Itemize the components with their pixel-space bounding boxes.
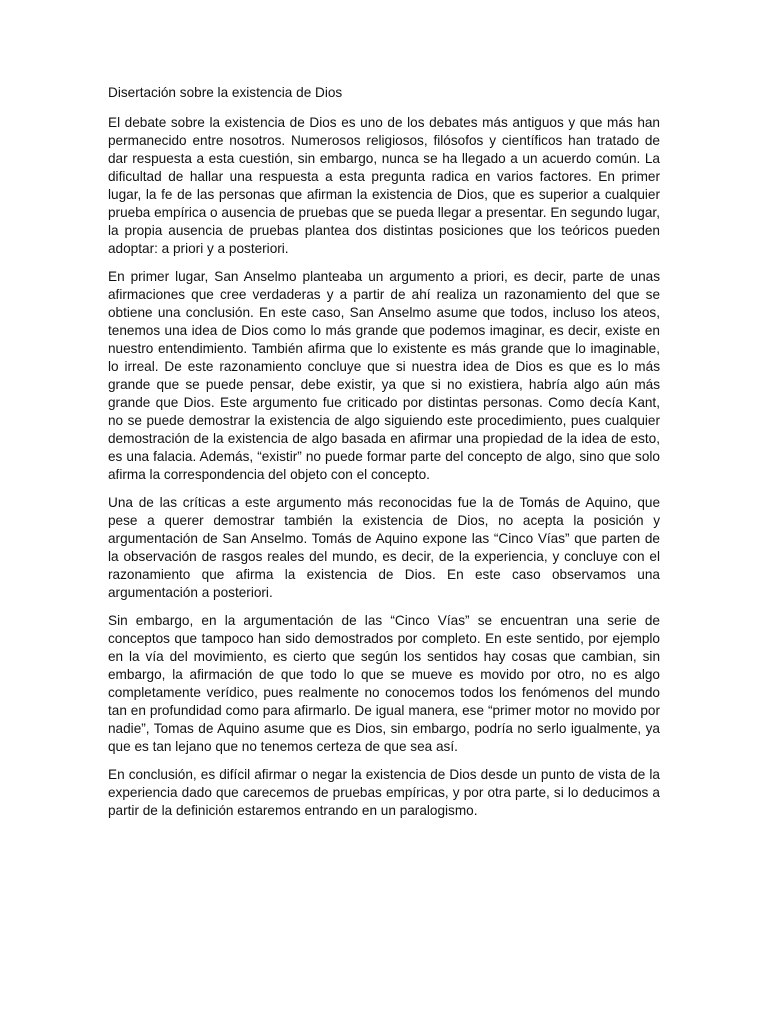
paragraph-cinco-vias: Sin embargo, en la argumentación de las “Cinco Vías” se encuentran una serie de conceptos que tampoco han sido demostrados por completo. En este sentido, por ejemplo en la vía del movimiento, es cierto que según los sentidos hay cosas que cambian, sin embargo, la afirmación de que todo lo que se mueve es movido por otro, no es algo completamente verídico, pues realmente no conocemos todos los fenómenos del mundo tan en profundidad como para afirmarlo. De igual manera, ese “primer motor no movido por nadie”, Tomas de Aquino asume que es Dios, sin embargo, podría no serlo igualmente, ya que es tan lejano que no tenemos certeza de que sea así.	[108, 613, 660, 754]
paragraph-introduction: El debate sobre la existencia de Dios es uno de los debates más antiguos y que más han permanecido entre nosotros. Numerosos religiosos, filósofos y científicos han tratado de dar respuesta a esta cuestión, sin embargo, nunca se ha llegado a un acuerdo común. La dificultad de hallar una respuesta a esta pregunta radica en varios factores. En primer lugar, la fe de las personas que afirman la existencia de Dios, que es superior a cualquier prueba empírica o ausencia de pruebas que se pueda llegar a presentar. En segundo lugar, la propia ausencia de pruebas plantea dos distintas posiciones que los teóricos pueden adoptar: a priori y a posteriori.	[108, 115, 660, 256]
paragraph-anselmo: En primer lugar, San Anselmo planteaba un argumento a priori, es decir, parte de unas afirmaciones que cree verdaderas y a partir de ahí realiza un razonamiento del que se obtiene una conclusión. En este caso, San Anselmo asume que todos, incluso los ateos, tenemos una idea de Dios como lo más grande que podemos imaginar, es decir, existe en nuestro entendimiento. También afirma que lo existente es más grande que lo imaginable, lo irreal. De este razonamiento concluye que si nuestra idea de Dios es que es lo más grande que se puede pensar, debe existir, ya que si no existiera, habría algo aún más grande que Dios. Este argumento fue criticado por distintas personas. Como decía Kant, no se puede demostrar la existencia de algo siguiendo este procedimiento, pues cualquier demostración de la existencia de algo basada en afirmar una propiedad de la idea de esto, es una falacia. Además, “existir” no puede formar parte del concepto de algo, sino que solo afirma la correspondencia del objeto con el concepto.	[108, 269, 660, 482]
document-title: Disertación sobre la existencia de Dios	[108, 85, 343, 100]
paragraph-aquino: Una de las críticas a este argumento más reconocidas fue la de Tomás de Aquino, que pese a querer demostrar también la existencia de Dios, no acepta la posición y argumentación de San Anselmo. Tomás de Aquino expone las “Cinco Vías” que parten de la observación de rasgos reales del mundo, es decir, de la experiencia, y concluye con el razonamiento que afirma la existencia de Dios. En este caso observamos una argumentación a posteriori.	[108, 495, 660, 600]
paragraph-conclusion: En conclusión, es difícil afirmar o negar la existencia de Dios desde un punto de vista de la experiencia dado que carecemos de pruebas empíricas, y por otra parte, si lo deducimos a partir de la definición estaremos entrando en un paralogismo.	[108, 767, 660, 818]
document-page	[108, 84, 660, 830]
